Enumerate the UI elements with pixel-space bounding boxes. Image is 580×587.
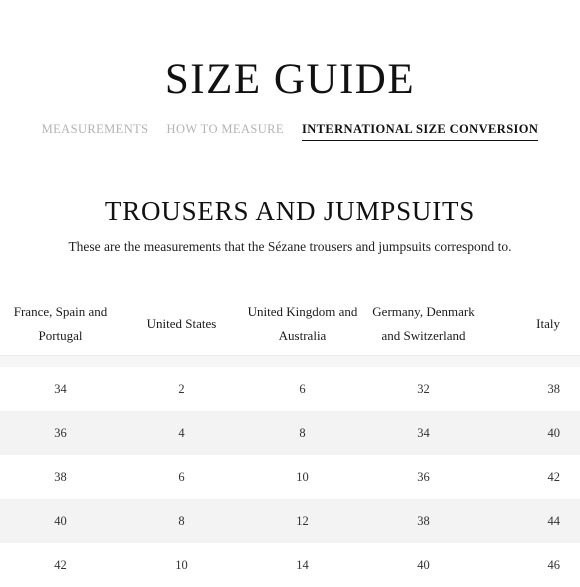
table-cell: 44 bbox=[547, 513, 560, 528]
table-cell: 32 bbox=[417, 381, 430, 396]
table-cell: 46 bbox=[547, 557, 560, 572]
table-cell: 10 bbox=[296, 469, 309, 484]
column-header-germany-denmark-switzerland: Germany, Denmark and Switzerland bbox=[372, 303, 475, 343]
table-cell: 2 bbox=[178, 381, 185, 396]
size-guide-tabs bbox=[0, 122, 580, 141]
table-cell: 8 bbox=[299, 425, 306, 440]
table-cell: 12 bbox=[296, 513, 309, 528]
table-cell: 10 bbox=[175, 557, 188, 572]
table-cell: 38 bbox=[417, 513, 430, 528]
table-cell: 34 bbox=[417, 425, 430, 440]
table-cell: 36 bbox=[54, 425, 67, 440]
table-cell: 4 bbox=[178, 425, 185, 440]
tab-how-to-measure[interactable]: HOW TO MEASURE bbox=[166, 122, 284, 136]
section-title: TROUSERS AND JUMPSUITS bbox=[104, 196, 476, 226]
table-row bbox=[0, 455, 580, 499]
table-cell: 8 bbox=[178, 513, 185, 528]
table-row bbox=[0, 499, 580, 543]
column-header-united-states: United States bbox=[146, 315, 217, 331]
table-header bbox=[0, 292, 580, 356]
table-cell: 40 bbox=[54, 513, 67, 528]
table-header-divider bbox=[0, 356, 580, 367]
table-cell: 34 bbox=[54, 381, 67, 396]
table-cell: 38 bbox=[54, 469, 67, 484]
column-header-italy: Italy bbox=[536, 315, 560, 331]
table-row bbox=[0, 367, 580, 411]
table-row bbox=[0, 543, 580, 587]
section-description: These are the measurements that the Sézane trousers and jumpsuits correspond to. bbox=[68, 239, 512, 254]
table-cell: 42 bbox=[547, 469, 560, 484]
column-header-france-spain-portugal: France, Spain and Portugal bbox=[13, 303, 108, 343]
table-cell: 42 bbox=[54, 557, 67, 572]
page-title: SIZE GUIDE bbox=[164, 56, 416, 103]
table-cell: 6 bbox=[178, 469, 185, 484]
tab-international-size-conversion[interactable]: INTERNATIONAL SIZE CONVERSION bbox=[302, 122, 538, 141]
table-cell: 14 bbox=[296, 557, 309, 572]
size-conversion-table bbox=[0, 292, 580, 587]
column-header-united-kingdom-australia: United Kingdom and Australia bbox=[247, 303, 358, 343]
table-cell: 36 bbox=[417, 469, 430, 484]
table-cell: 6 bbox=[299, 381, 306, 396]
tab-measurements[interactable]: MEASUREMENTS bbox=[41, 122, 149, 136]
table-cell: 40 bbox=[417, 557, 430, 572]
table-cell: 40 bbox=[547, 425, 560, 440]
table-cell: 38 bbox=[547, 381, 560, 396]
table-row bbox=[0, 411, 580, 455]
